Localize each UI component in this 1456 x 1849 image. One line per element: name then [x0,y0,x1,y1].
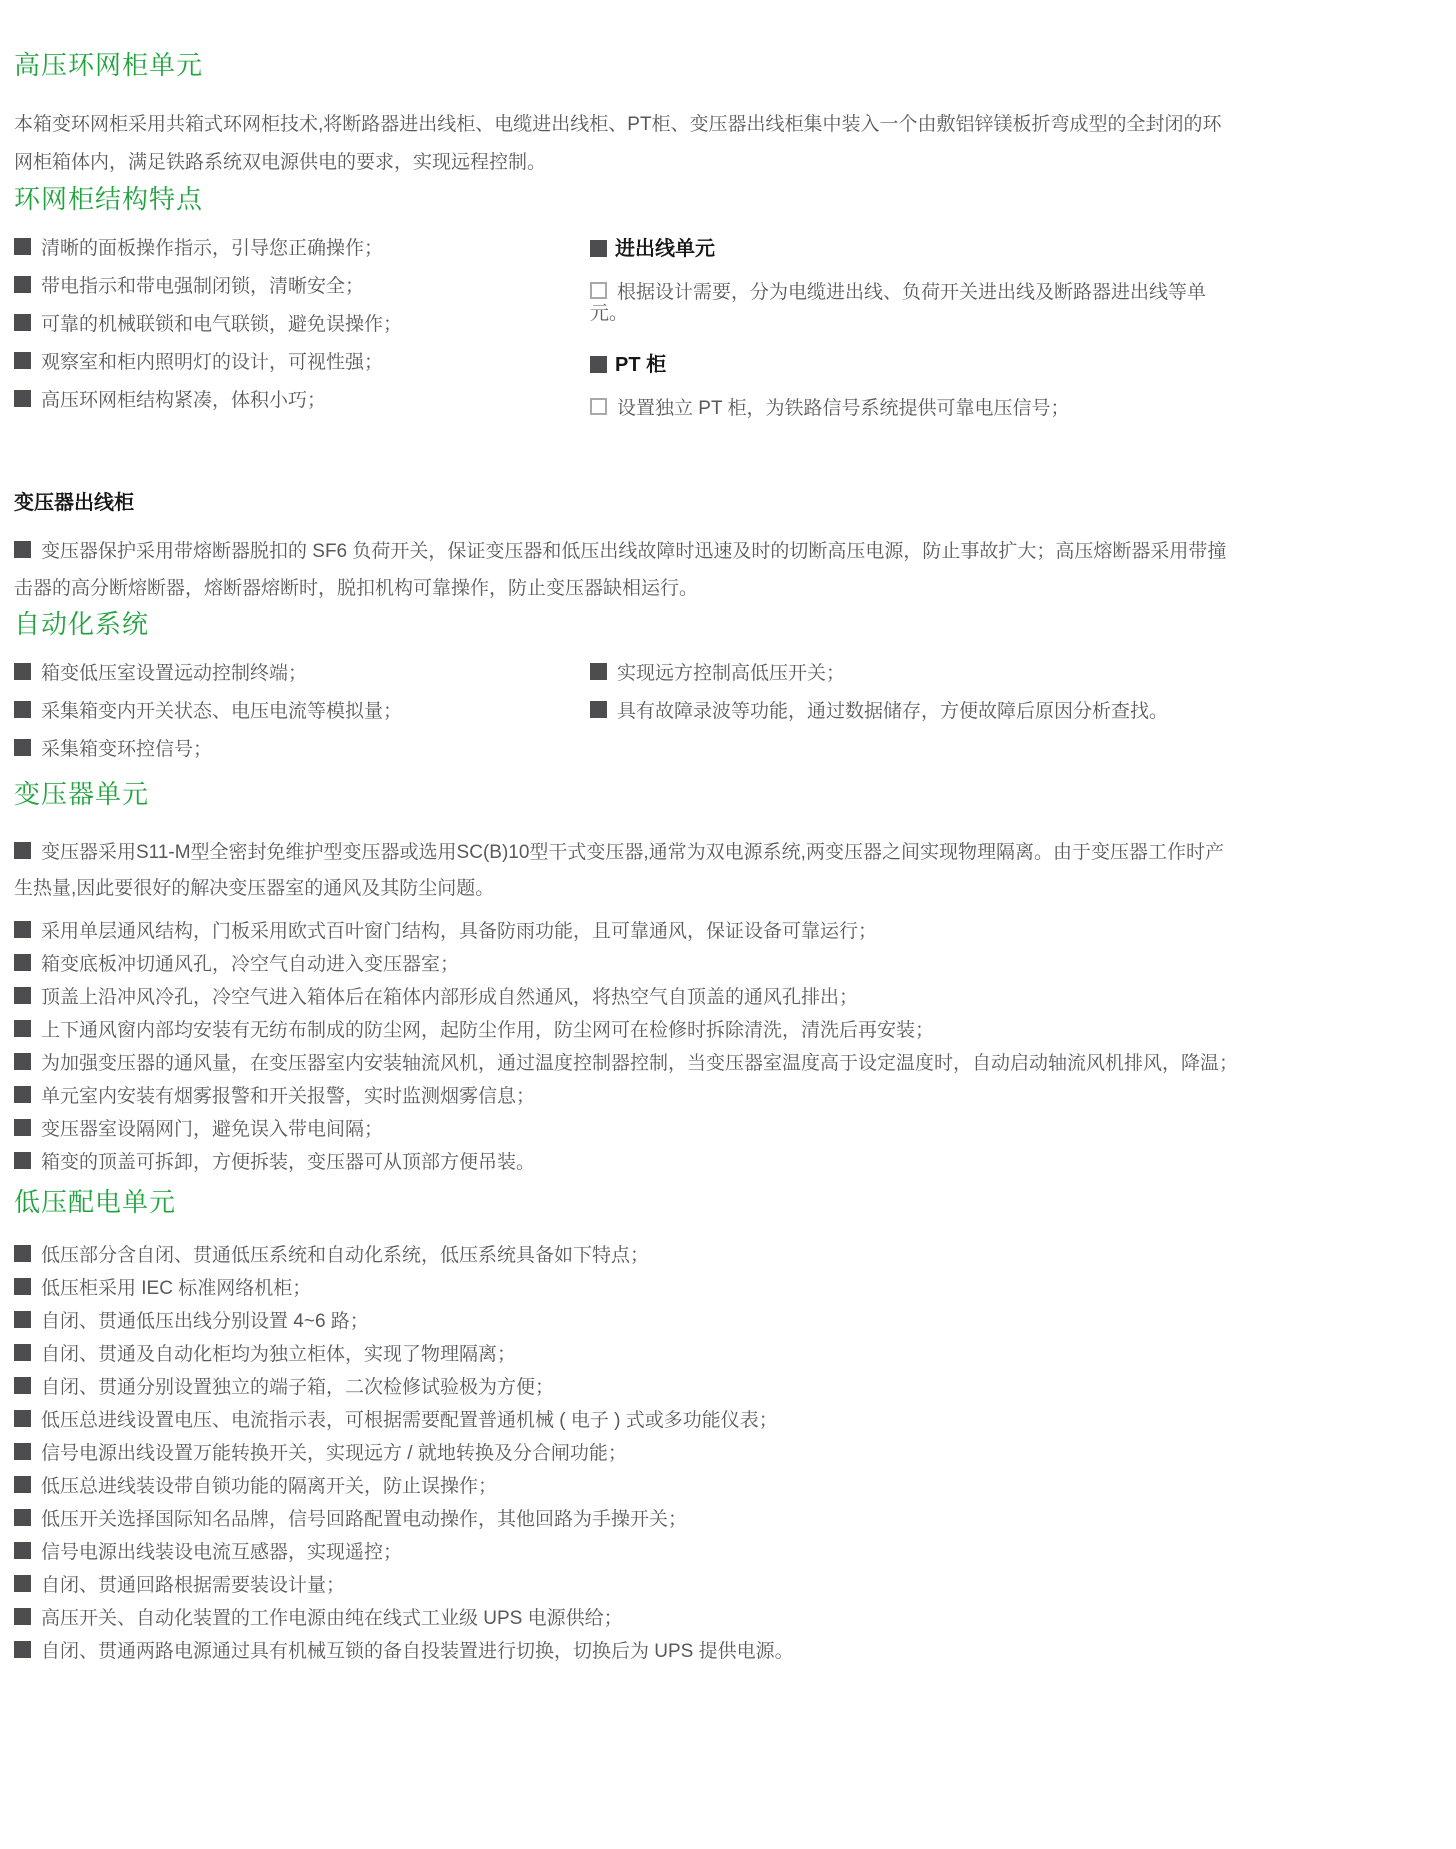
list-item-text: 低压部分含自闭、贯通低压系统和自动化系统，低压系统具备如下特点； [41,1245,650,1266]
list-item [14,921,1228,942]
ring-features-left-column [14,238,590,449]
list-item-text: 自闭、贯通回路根据需要装设计量； [41,1575,346,1596]
list-item [14,1053,1239,1074]
list-item-text: 高压环网柜结构紧凑，体积小巧； [41,390,327,411]
filled-square-bullet-icon [14,1086,31,1103]
section-title-lv-distribution-unit: 低压配电单元 [14,1187,177,1217]
filled-square-bullet-icon [14,1476,31,1493]
list-item [14,314,590,335]
filled-square-bullet-icon [14,1119,31,1136]
list-item-text: 低压总进线设置电压、电流指示表，可根据需要配置普通机械 ( 电子 ) 式或多功能仪表； [41,1410,778,1431]
paragraph-text: 变压器保护采用带熔断器脱扣的 SF6 负荷开关，保证变压器和低压出线故障时迅速及时的切断高压电源，防止事故扩大；高压熔断器采用带撞击器的高分断熔断器，熔断器熔断时，脱扣机构可靠操作，防止变压器缺相运行。 [14,541,1227,599]
list-item-text: 采集箱变内开关状态、电压电流等模拟量； [41,701,403,722]
list-item-text: 箱变底板冲切通风孔，冷空气自动进入变压器室； [41,954,460,975]
list-item [14,663,590,684]
list-item-text: 上下通风窗内部均安装有无纺布制成的防尘网，起防尘作用，防尘网可在检修时拆除清洗，清洗后再安装； [41,1020,935,1041]
list-item [14,1575,1228,1596]
filled-square-bullet-icon [14,541,31,558]
list-item-text: 单元室内安装有烟雾报警和开关报警，实时监测烟雾信息； [41,1086,536,1107]
list-item [14,1509,1228,1530]
filled-square-bullet-icon [14,1311,31,1328]
filled-square-bullet-icon [14,1020,31,1037]
list-item-text: 自闭、贯通两路电源通过具有机械互锁的备自投装置进行切换，切换后为 UPS 提供电源。 [41,1641,794,1662]
filled-square-bullet-icon [14,1641,31,1658]
list-item-text: 观察室和柜内照明灯的设计，可视性强； [41,352,384,373]
list-item [14,1641,1228,1662]
list-item [14,238,590,259]
list-item-text: 设置独立 PT 柜，为铁路信号系统提供可靠电压信号； [617,398,1070,419]
list-item [14,352,590,373]
filled-square-bullet-icon [14,276,31,293]
list-item-text: 自闭、贯通低压出线分别设置 4~6 路； [41,1311,369,1332]
section-title-transformer-unit: 变压器单元 [14,779,150,809]
section-title-automation-system: 自动化系统 [14,609,150,639]
list-item-text: 可靠的机械联锁和电气联锁，避免误操作； [41,314,403,335]
list-item [14,1278,1228,1299]
list-item-text: 低压柜采用 IEC 标准网络机柜； [41,1278,312,1299]
filled-square-bullet-icon [14,842,31,859]
filled-square-bullet-icon [14,1542,31,1559]
filled-square-bullet-icon [14,1575,31,1592]
list-item [14,1245,1228,1266]
list-item-text: 变压器室设隔网门，避免误入带电间隔； [41,1119,384,1140]
filled-square-bullet-icon [14,921,31,938]
filled-square-bullet-icon [590,663,607,680]
filled-square-bullet-icon [590,356,607,373]
list-item-text: 信号电源出线装设电流互感器，实现遥控； [41,1542,403,1563]
hollow-square-bullet-icon [590,398,607,415]
subsection-title-text: PT 柜 [615,354,667,376]
hollow-square-bullet-icon [590,282,607,299]
subsection-title-inout-unit [590,238,1228,260]
list-item-text: 采集箱变环控信号； [41,739,213,760]
list-item-text: 自闭、贯通分别设置独立的端子箱，二次检修试验极为方便； [41,1377,555,1398]
list-item [14,1410,1228,1431]
filled-square-bullet-icon [14,701,31,718]
filled-square-bullet-icon [14,390,31,407]
automation-left-column [14,663,590,777]
list-item-text: 低压总进线装设带自锁功能的隔离开关，防止误操作； [41,1476,498,1497]
filled-square-bullet-icon [14,314,31,331]
filled-square-bullet-icon [14,1443,31,1460]
filled-square-bullet-icon [14,238,31,255]
filled-square-bullet-icon [14,1152,31,1169]
filled-square-bullet-icon [590,240,607,257]
filled-square-bullet-icon [14,1608,31,1625]
filled-square-bullet-icon [14,739,31,756]
subsection-title-pt-cabinet [590,354,1228,376]
list-item-text: 清晰的面板操作指示，引导您正确操作； [41,238,384,259]
filled-square-bullet-icon [14,954,31,971]
list-item-text: 变压器采用S11-M型全密封免维护型变压器或选用SC(B)10型干式变压器,通常为双电源系统,两变压器之间实现物理隔离。由于变压器工作时产生热量,因此要很好的解决变压器室的通风及其防尘问题。 [14,842,1224,899]
list-item [14,1608,1228,1629]
list-item [14,1542,1228,1563]
subsection-title-text: 进出线单元 [615,238,715,260]
filled-square-bullet-icon [14,1377,31,1394]
filled-square-bullet-icon [14,1053,31,1070]
list-item [14,1086,1228,1107]
list-item [14,1311,1228,1332]
ring-features-right-column [590,238,1228,449]
list-item-text: 自闭、贯通及自动化柜均为独立柜体，实现了物理隔离； [41,1344,517,1365]
list-item-text: 低压开关选择国际知名品牌，信号回路配置电动操作，其他回路为手操开关； [41,1509,688,1530]
list-item [590,701,1228,722]
list-item-text: 箱变的顶盖可拆卸，方便拆装，变压器可从顶部方便吊装。 [41,1152,536,1173]
list-item [14,954,1228,975]
list-item-text: 箱变低压室设置远动控制终端； [41,663,308,684]
list-item [14,1443,1228,1464]
filled-square-bullet-icon [14,987,31,1004]
filled-square-bullet-icon [14,1278,31,1295]
filled-square-bullet-icon [14,1245,31,1262]
list-item [14,1344,1228,1365]
list-item [590,663,1228,684]
list-item [14,835,1228,907]
list-item-text: 为加强变压器的通风量，在变压器室内安装轴流风机，通过温度控制器控制，当变压器室温度高于设定温度时，自动启动轴流风机排风，降温； [41,1053,1239,1074]
list-item [590,282,1228,324]
transformer-outlet-paragraph [14,533,1228,607]
subsection-title-transformer-outlet-cabinet: 变压器出线柜 [14,492,134,514]
list-item [14,1377,1228,1398]
list-item [14,1119,1228,1140]
filled-square-bullet-icon [14,1509,31,1526]
list-item-text: 高压开关、自动化装置的工作电源由纯在线式工业级 UPS 电源供给； [41,1608,623,1629]
list-item-text: 带电指示和带电强制闭锁，清晰安全； [41,276,365,297]
section-title-ring-cabinet-features: 环网柜结构特点 [14,184,204,214]
hv-ring-unit-paragraph: 本箱变环网柜采用共箱式环网柜技术,将断路器进出线柜、电缆进出线柜、PT柜、变压器出线柜集中装入一个由敷铝锌镁板折弯成型的全封闭的环网柜箱体内，满足铁路系统双电源供电的要求，实现远程控制。 [14,114,1222,173]
list-item [14,390,590,411]
automation-right-column [590,663,1228,777]
list-item [14,1152,1228,1173]
transformer-unit-list [14,835,1239,1173]
list-item [14,1020,1228,1041]
ring-features-columns [14,238,1228,449]
filled-square-bullet-icon [14,663,31,680]
list-item [14,987,1228,1008]
list-item-text: 具有故障录波等功能，通过数据储存，方便故障后原因分析查找。 [617,701,1169,722]
list-item-text: 采用单层通风结构，门板采用欧式百叶窗门结构，具备防雨功能，且可靠通风，保证设备可靠运行； [41,921,878,942]
list-item-text: 信号电源出线设置万能转换开关，实现远方 / 就地转换及分合闸功能； [41,1443,627,1464]
list-item [14,276,590,297]
filled-square-bullet-icon [590,701,607,718]
list-item-text: 顶盖上沿冲风冷孔，冷空气进入箱体后在箱体内部形成自然通风，将热空气自顶盖的通风孔排出； [41,987,859,1008]
filled-square-bullet-icon [14,1410,31,1427]
section-title-hv-ring-unit: 高压环网柜单元 [14,50,204,80]
list-item [14,739,590,760]
filled-square-bullet-icon [14,1344,31,1361]
list-item [14,1476,1228,1497]
list-item [14,701,590,722]
lv-distribution-list [14,1245,1228,1662]
list-item [590,398,1228,419]
list-item-text: 实现远方控制高低压开关； [617,663,846,684]
filled-square-bullet-icon [14,352,31,369]
automation-columns [14,663,1228,777]
list-item-text: 根据设计需要，分为电缆进出线、负荷开关进出线及断路器进出线等单元。 [590,282,1207,324]
